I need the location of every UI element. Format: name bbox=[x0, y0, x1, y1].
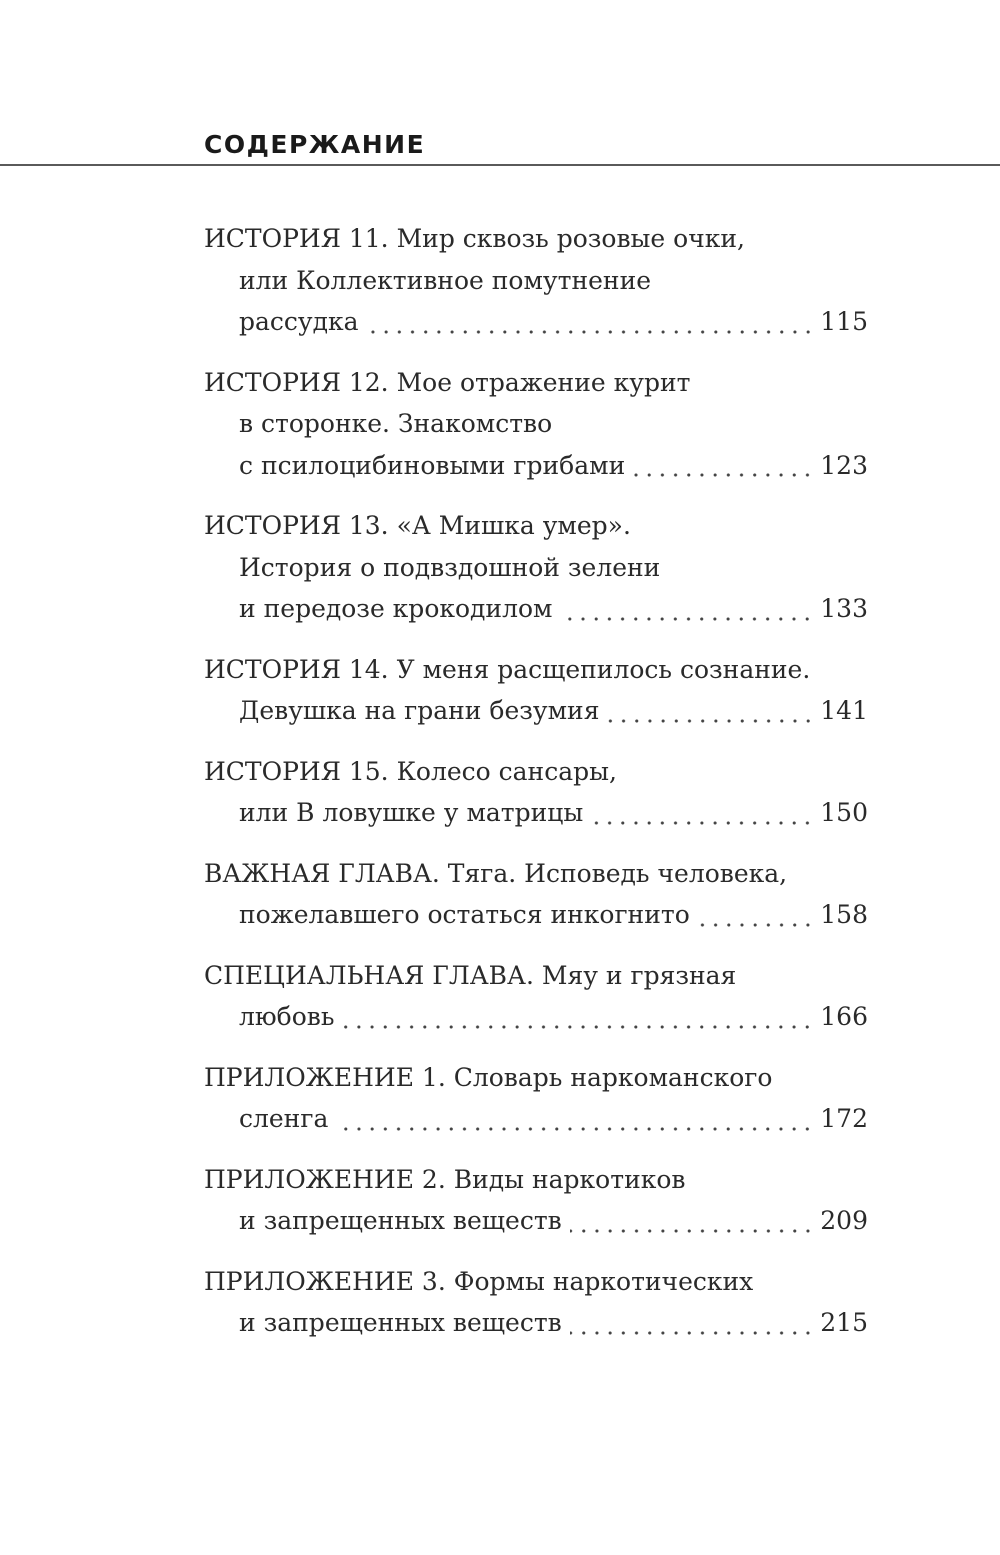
toc-entry-istoriya-14[interactable] bbox=[204, 649, 868, 732]
dot-leader bbox=[591, 820, 814, 826]
page-number: 215 bbox=[820, 1308, 868, 1337]
toc-entry-title-line: ПРИЛОЖЕНИЕ 1. Словарь наркоманского bbox=[204, 1062, 773, 1092]
toc-entry-last-line bbox=[204, 996, 868, 1038]
toc-entry-title-line: в сторонке. Знакомство bbox=[239, 409, 553, 438]
toc-entry-last-line bbox=[204, 792, 868, 834]
toc-entry-title-line: и запрещенных веществ bbox=[239, 1206, 562, 1235]
toc-entry-title-line: ПРИЛОЖЕНИЕ 3. Формы наркотических bbox=[204, 1266, 754, 1296]
toc-entry-title-line: сленга bbox=[239, 1104, 329, 1133]
toc-entry-title-line: или В ловушке у матрицы bbox=[239, 798, 584, 827]
toc-entry-prilozhenie-1[interactable] bbox=[204, 1057, 868, 1140]
toc-entry-istoriya-13[interactable] bbox=[204, 505, 868, 630]
toc-entry-last-line bbox=[204, 588, 868, 630]
page-title: СОДЕРЖАНИЕ bbox=[204, 130, 426, 159]
toc-entry-last-line bbox=[204, 1302, 868, 1344]
heading-divider bbox=[0, 164, 1000, 166]
page-number: 123 bbox=[820, 450, 868, 480]
dot-leader bbox=[698, 922, 815, 928]
page-number: 166 bbox=[820, 1002, 868, 1031]
page-number: 209 bbox=[820, 1206, 868, 1235]
toc-entry-title-line: пожелавшего остаться инкогнито bbox=[239, 900, 690, 929]
toc-entry-prilozhenie-2[interactable] bbox=[204, 1159, 868, 1242]
toc-entry-vazhnaya-glava[interactable] bbox=[204, 853, 868, 936]
toc-entry-title-line: любовь bbox=[239, 1002, 335, 1031]
toc-entry-istoriya-11[interactable] bbox=[204, 218, 868, 343]
toc-entry-last-line bbox=[204, 301, 868, 343]
dot-leader bbox=[608, 718, 815, 724]
toc-entry-title-line: и передозе крокодилом bbox=[239, 594, 553, 623]
toc-entry-title-line: ПРИЛОЖЕНИЕ 2. Виды наркотиков bbox=[204, 1164, 686, 1194]
toc-entry-last-line bbox=[204, 1200, 868, 1242]
dot-leader bbox=[560, 616, 814, 622]
toc-entry-title-line: СПЕЦИАЛЬНАЯ ГЛАВА. Мяу и грязная bbox=[204, 960, 737, 990]
table-of-contents bbox=[204, 218, 868, 1363]
toc-entry-prilozhenie-3[interactable] bbox=[204, 1261, 868, 1344]
toc-entry-title-line: История о подвздошной зелени bbox=[239, 552, 661, 582]
toc-entry-title-line: ИСТОРИЯ 15. Колесо сансары, bbox=[204, 756, 617, 786]
dot-leader bbox=[336, 1126, 814, 1132]
toc-entry-title-line: рассудка bbox=[239, 307, 359, 336]
dot-leader bbox=[570, 1330, 815, 1336]
dot-leader bbox=[633, 472, 814, 478]
toc-entry-title-line: Девушка на грани безумия bbox=[239, 696, 600, 725]
toc-entry-istoriya-12[interactable] bbox=[204, 362, 868, 487]
toc-entry-title-line: с псилоцибиновыми грибами bbox=[239, 450, 626, 480]
page-number: 141 bbox=[820, 696, 868, 725]
toc-entry-title-line: ИСТОРИЯ 12. Мое отражение курит bbox=[204, 367, 691, 397]
toc-entry-title-line: ИСТОРИЯ 11. Мир сквозь розовые очки, bbox=[204, 224, 745, 253]
toc-entry-last-line bbox=[204, 445, 868, 487]
toc-entry-title-line: и запрещенных веществ bbox=[239, 1308, 562, 1337]
page-number: 150 bbox=[820, 798, 868, 827]
toc-entry-title-line: ИСТОРИЯ 13. «А Мишка умер». bbox=[204, 511, 631, 540]
page-number: 158 bbox=[820, 900, 868, 929]
dot-leader bbox=[367, 329, 815, 335]
toc-entry-istoriya-15[interactable] bbox=[204, 751, 868, 834]
dot-leader bbox=[570, 1228, 815, 1234]
toc-entry-last-line bbox=[204, 690, 868, 732]
toc-entry-title-line: ВАЖНАЯ ГЛАВА. Тяга. Исповедь человека, bbox=[204, 858, 788, 888]
toc-entry-specialnaya-glava[interactable] bbox=[204, 955, 868, 1038]
page-number: 172 bbox=[820, 1104, 868, 1133]
page-number: 115 bbox=[820, 307, 868, 336]
page-number: 133 bbox=[820, 594, 868, 623]
toc-entry-title-line: ИСТОРИЯ 14. У меня расщепилось сознание. bbox=[204, 654, 811, 684]
toc-entry-last-line bbox=[204, 894, 868, 936]
toc-entry-last-line bbox=[204, 1098, 868, 1140]
dot-leader bbox=[342, 1024, 814, 1030]
toc-entry-title-line: или Коллективное помутнение bbox=[239, 265, 652, 295]
